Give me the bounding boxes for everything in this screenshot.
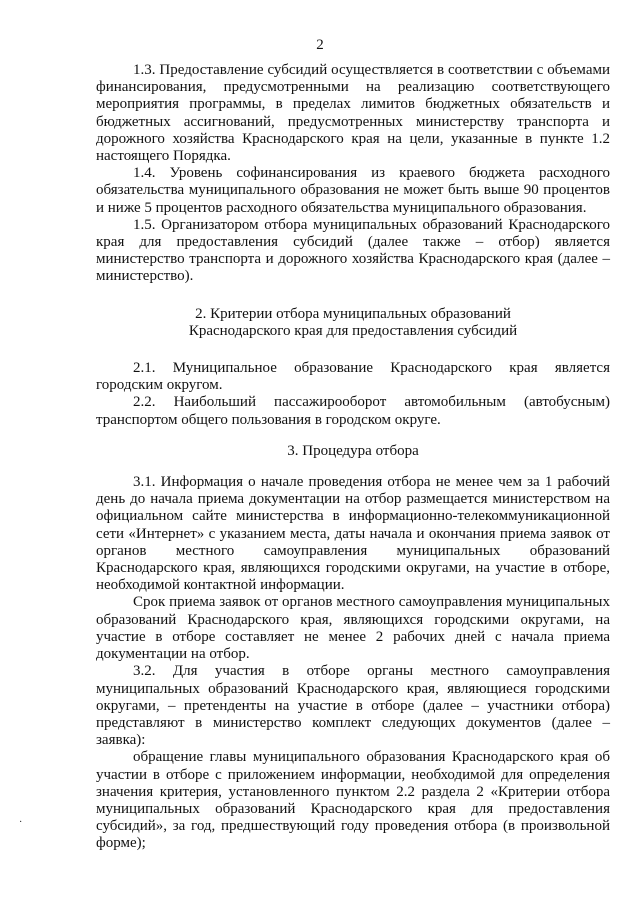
section-2-heading-line-2: Краснодарского края для предоставления субсидий [188,322,518,339]
spacer [96,429,610,443]
document-body [96,62,610,853]
paragraph-1-4: 1.4. Уровень софинансирования из краевого бюджета расходного обязательства муниципального образования не может быть выше 90 процентов и ниже 5 процентов расходного обязательства муниципального образования. [96,165,610,216]
paragraph-3-1: 3.1. Информация о начале проведения отбора не менее чем за 1 рабочий день до начала приема документации на отбор размещается министерством на официальном сайте министерства в информационно-телекоммуникационной сети «Интернет» с указанием места, даты начала и окончания приема заявок от органов местного самоуправления муниципальных образований Краснодарского края, являющихся городскими округами, на участие в отборе, необходимой контактной информации. [96,474,610,594]
paragraph-2-1: 2.1. Муниципальное образование Краснодарского края является городским округом. [96,360,610,394]
spacer [96,460,610,474]
section-2-heading-line-1: 2. Критерии отбора муниципальных образований [195,305,511,322]
paragraph-3-2: 3.2. Для участия в отборе органы местного самоуправления муниципальных образований Краснодарского края, являющиеся городскими округами, – претенденты на участие в отборе (далее – участники отбора) представляют в министерство комплект следующих документов (далее – заявка): [96,663,610,749]
section-3-heading: 3. Процедура отбора [287,442,419,459]
paragraph-3-1-deadline: Срок приема заявок от органов местного самоуправления муниципальных образований Краснодарского края, являющихся городскими округами, на участие в отборе составляет не менее 2 рабочих дней с начала приема документации на отбор. [96,594,610,663]
paragraph-1-5: 1.5. Организатором отбора муниципальных образований Краснодарского края для предоставления субсидий (далее также – отбор) является министерство транспорта и дорожного хозяйства Краснодарского края (далее – министерство). [96,216,610,285]
page-number: 2 [316,37,324,53]
spacer [96,340,610,360]
paragraph-2-2: 2.2. Наибольший пассажирооборот автомобильным (автобусным) транспортом общего пользования в городском округе. [96,394,610,428]
paragraph-3-2-item: обращение главы муниципального образования Краснодарского края об участии в отборе с приложением информации, необходимой для определения значения критерия, установленного пунктом 2.2 раздела 2 «Критерии отбора муниципальных образований Краснодарского края для предоставления субсидий», за год, предшествующий году проведения отбора (в произвольной форме); [96,749,610,852]
paragraph-1-3: 1.3. Предоставление субсидий осуществляется в соответствии с объемами финансирования, предусмотренными на реализацию соответствующего мероприятия программы, в пределах лимитов бюджетных обязательств и бюджетных ассигнований, предусмотренных министерству транспорта и дорожного хозяйства Краснодарского края на цели, указанные в пункте 1.2 настоящего Порядка. [96,62,610,165]
margin-mark: · [19,817,23,828]
spacer [96,286,610,306]
